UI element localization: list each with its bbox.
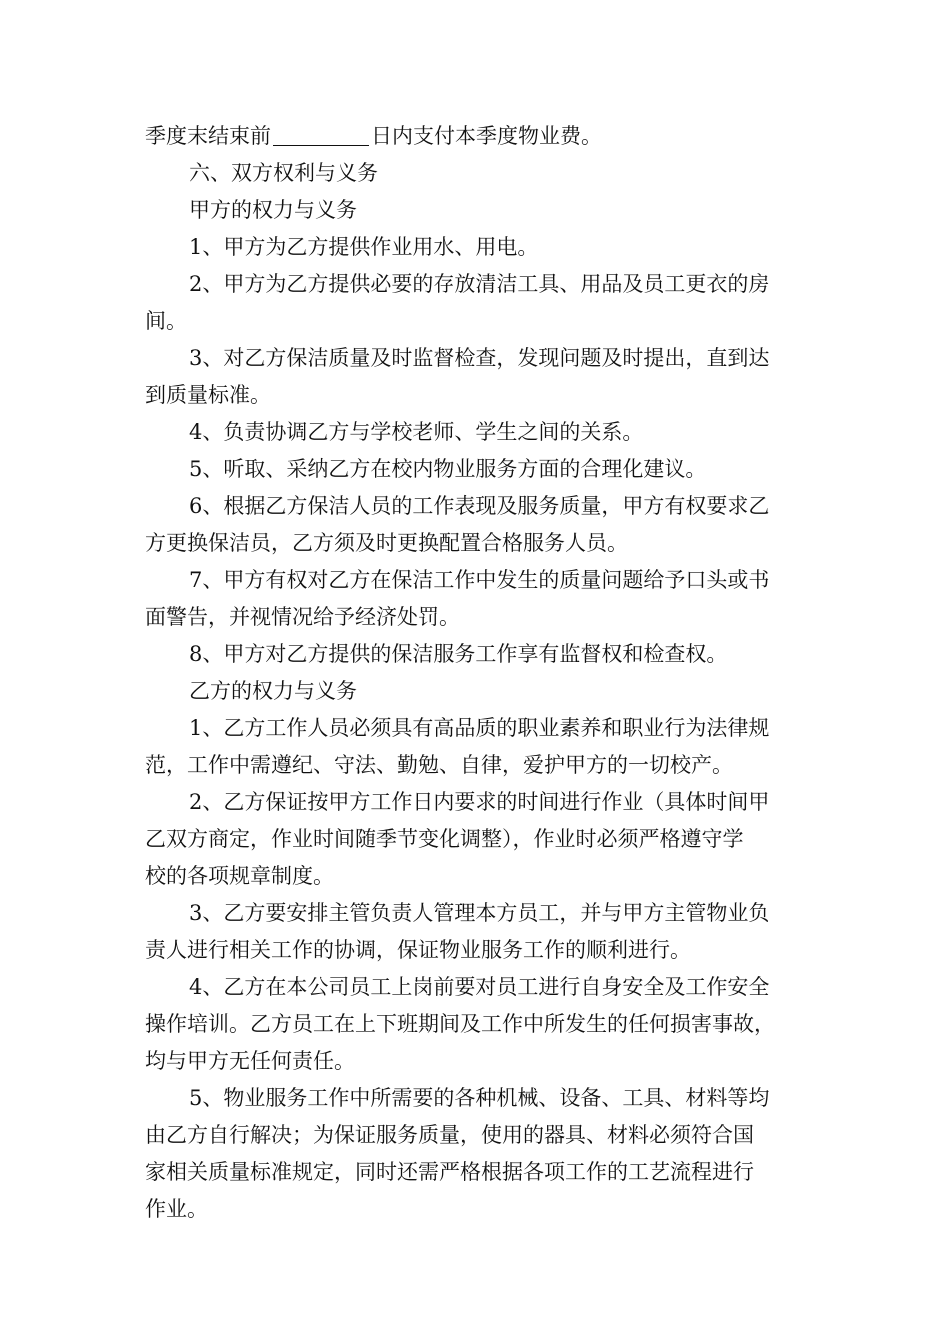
line-text: 由乙方自行解决；为保证服务质量，使用的器具、材料必须符合国 xyxy=(145,1123,754,1147)
text-line xyxy=(145,1080,815,1117)
line-text: 8、甲方对乙方提供的保洁服务工作享有监督权和检查权。 xyxy=(189,642,728,666)
text-line xyxy=(145,192,815,229)
fill-in-blank xyxy=(273,121,369,146)
text-line xyxy=(145,377,815,414)
text-line xyxy=(145,747,815,784)
text-line xyxy=(145,451,815,488)
text-line xyxy=(145,821,815,858)
text-line xyxy=(145,1154,815,1191)
text-line xyxy=(145,488,815,525)
line-text: 六、双方权利与义务 xyxy=(189,161,378,185)
line-text: 5、听取、采纳乙方在校内物业服务方面的合理化建议。 xyxy=(189,457,707,481)
line-text: 乙双方商定，作业时间随季节变化调整），作业时必须严格遵守学 xyxy=(145,827,744,851)
line-text: 甲方的权力与义务 xyxy=(189,198,357,222)
line-text: 面警告，并视情况给予经济处罚。 xyxy=(145,605,460,629)
line-text: 3、对乙方保洁质量及时监督检查，发现问题及时提出，直到达 xyxy=(189,346,770,370)
line-text: 责人进行相关工作的协调，保证物业服务工作的顺利进行。 xyxy=(145,938,691,962)
text-line xyxy=(145,1006,815,1043)
line-text: 作业。 xyxy=(145,1197,208,1221)
line-text: 方更换保洁员，乙方须及时更换配置合格服务人员。 xyxy=(145,531,628,555)
text-line xyxy=(145,1043,815,1080)
text-line xyxy=(145,710,815,747)
text-line xyxy=(145,266,815,303)
text-line xyxy=(145,118,815,155)
line-text: 均与甲方无任何责任。 xyxy=(145,1049,355,1073)
text-line xyxy=(145,673,815,710)
text-line xyxy=(145,784,815,821)
line-text: 4、乙方在本公司员工上岗前要对员工进行自身安全及工作安全 xyxy=(189,975,770,999)
line-text: 5、物业服务工作中所需要的各种机械、设备、工具、材料等均 xyxy=(189,1086,770,1110)
text-line xyxy=(145,414,815,451)
line-text: 季度末结束前 xyxy=(145,124,271,148)
line-text: 1、甲方为乙方提供作业用水、用电。 xyxy=(189,235,539,259)
text-line xyxy=(145,1191,815,1228)
line-text: 到质量标准。 xyxy=(145,383,271,407)
text-line xyxy=(145,1117,815,1154)
text-line xyxy=(145,895,815,932)
line-text: 1、乙方工作人员必须具有高品质的职业素养和职业行为法律规 xyxy=(189,716,770,740)
line-text: 乙方的权力与义务 xyxy=(189,679,357,703)
text-line xyxy=(145,525,815,562)
line-text: 家相关质量标准规定，同时还需严格根据各项工作的工艺流程进行 xyxy=(145,1160,754,1184)
text-line xyxy=(145,562,815,599)
text-line xyxy=(145,155,815,192)
document-body xyxy=(145,118,815,1228)
text-line xyxy=(145,340,815,377)
text-line xyxy=(145,229,815,266)
text-line xyxy=(145,969,815,1006)
line-text: 间。 xyxy=(145,309,187,333)
text-line xyxy=(145,599,815,636)
line-text: 范，工作中需遵纪、守法、勤勉、自律，爱护甲方的一切校产。 xyxy=(145,753,733,777)
line-text: 7、甲方有权对乙方在保洁工作中发生的质量问题给予口头或书 xyxy=(189,568,770,592)
text-line xyxy=(145,303,815,340)
line-text: 2、乙方保证按甲方工作日内要求的时间进行作业（具体时间甲 xyxy=(189,790,770,814)
text-line xyxy=(145,636,815,673)
line-text: 4、负责协调乙方与学校老师、学生之间的关系。 xyxy=(189,420,644,444)
text-line xyxy=(145,932,815,969)
line-text: 3、乙方要安排主管负责人管理本方员工，并与甲方主管物业负 xyxy=(189,901,770,925)
line-text: 操作培训。乙方员工在上下班期间及工作中所发生的任何损害事故， xyxy=(145,1012,775,1036)
line-text: 6、根据乙方保洁人员的工作表现及服务质量，甲方有权要求乙 xyxy=(189,494,770,518)
line-text: 2、甲方为乙方提供必要的存放清洁工具、用品及员工更衣的房 xyxy=(189,272,770,296)
line-text-after-blank: 日内支付本季度物业费。 xyxy=(371,124,602,148)
line-text: 校的各项规章制度。 xyxy=(145,864,334,888)
text-line xyxy=(145,858,815,895)
